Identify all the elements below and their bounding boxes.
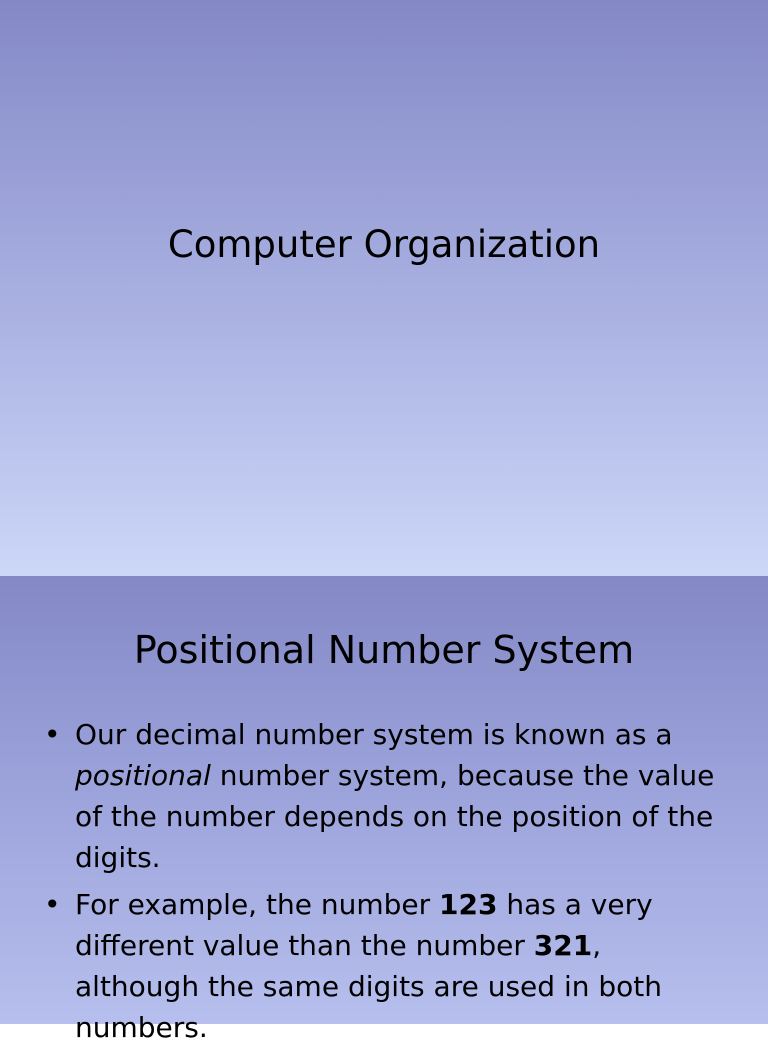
bullet-text: number system, because the value of the number depends on the position of the digits. [75, 759, 715, 874]
content-slide-heading: Positional Number System [133, 628, 635, 672]
title-slide-heading: Computer Organization [167, 223, 601, 266]
bullet-emphasis: positional [75, 759, 211, 792]
bullet-item [44, 714, 724, 878]
bullet-text: has a very different value than the number [75, 888, 653, 962]
bullet-text: Our decimal number system is known as a [75, 718, 673, 751]
bullet-number: 321 [533, 929, 593, 962]
bullet-dot-icon: • [44, 718, 61, 751]
content-slide [0, 576, 768, 1044]
bullet-item [44, 884, 724, 1048]
bullet-text: For example, the number [75, 888, 439, 921]
bullet-list [44, 714, 724, 1054]
bullet-number: 123 [439, 888, 498, 921]
bullet-text: , although the same digits are used in both numbers. [75, 929, 663, 1044]
bullet-dot-icon: • [44, 888, 61, 921]
